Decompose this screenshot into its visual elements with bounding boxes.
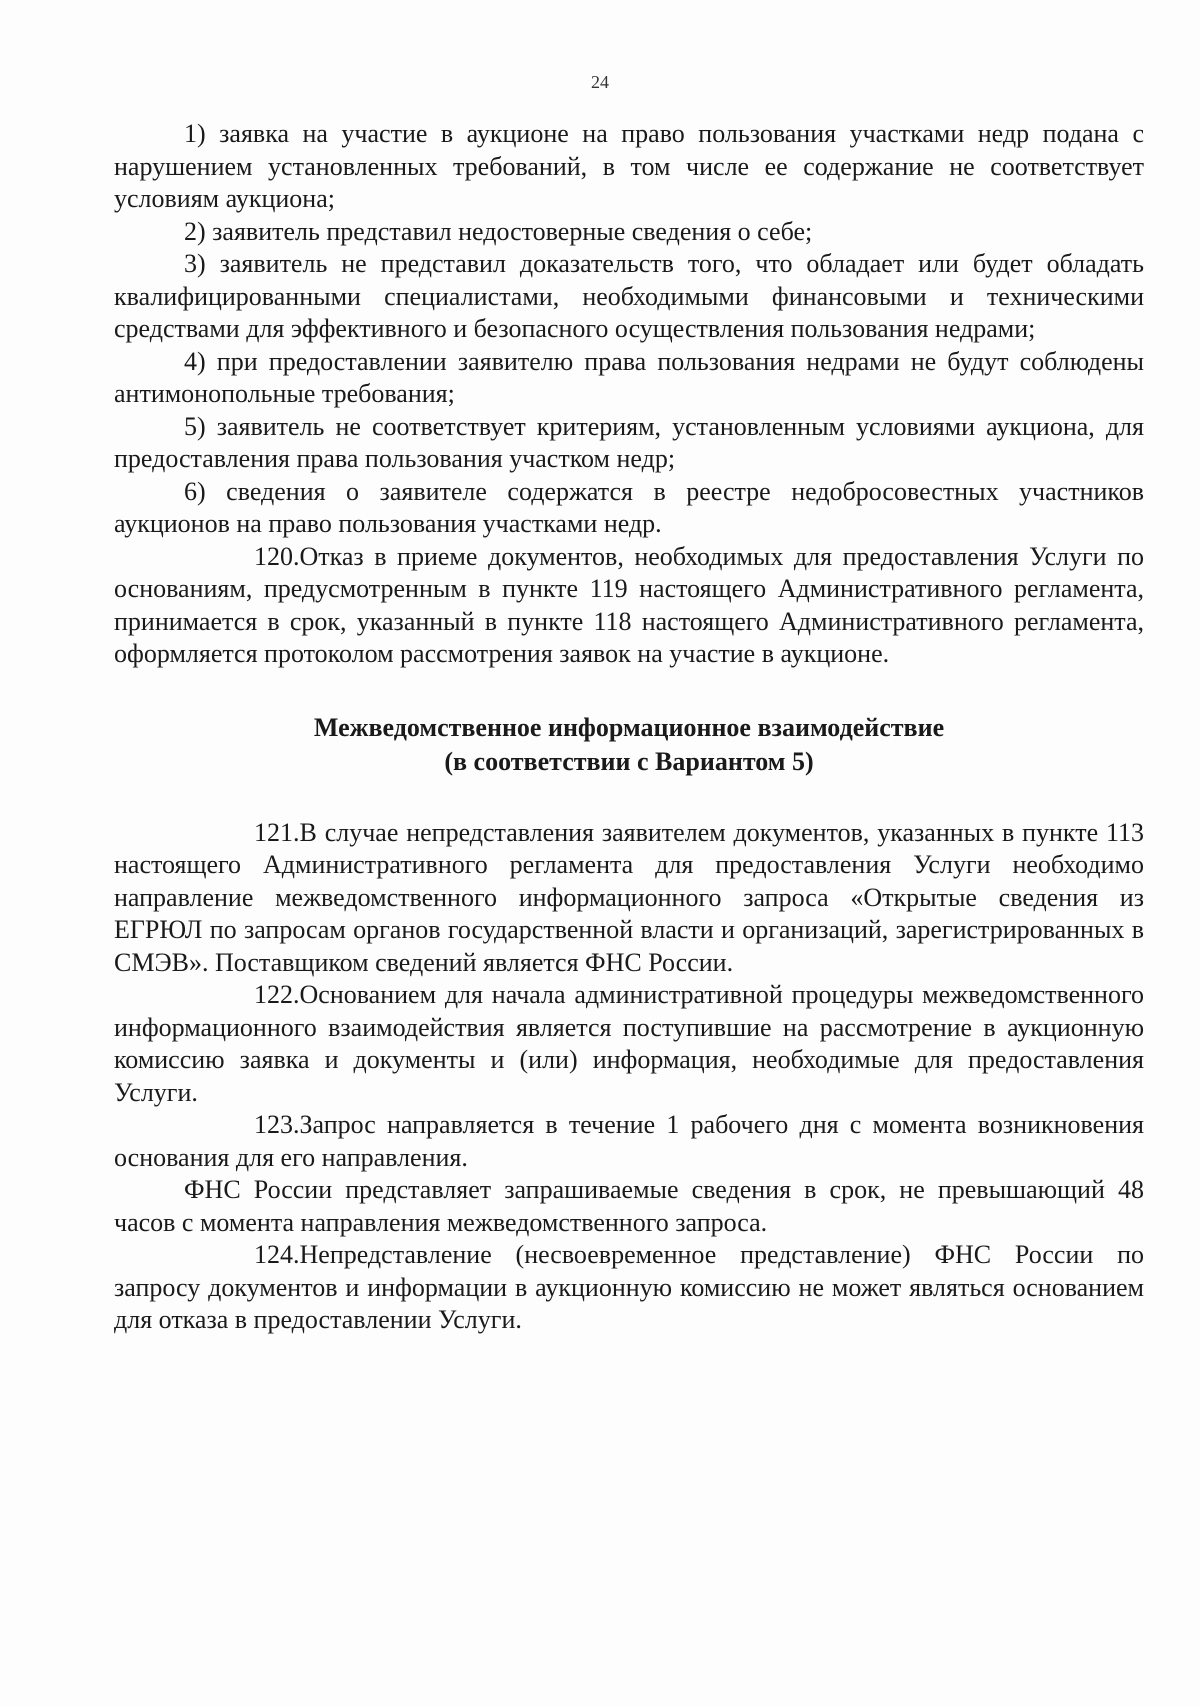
list-item-2: 2) заявитель представил недостоверные сведения о себе; (184, 216, 813, 246)
page-number: 24 (591, 72, 609, 92)
paragraph-124-text: Непредставление (несвоевременное представление) ФНС России по запросу документов и информации в аукционную комиссию не может являться основанием для отказа в предоставлении Услуги. (114, 1240, 1144, 1334)
paragraph-120 (114, 541, 1144, 671)
list-item-5: 5) заявитель не соответствует критериям, установленным условиями аукциона, для предоставления права пользования участком недр; (114, 411, 1144, 473)
paragraph-122 (114, 979, 1144, 1109)
paragraph-120-text: Отказ в приеме документов, необходимых для предоставления Услуги по основаниям, предусмотренным в пункте 119 настоящего Административного регламента, принимается в срок, указанный в пункте 118 настоящего Административного регламента, оформляется протоколом рассмотрения заявок на участие в аукционе. (114, 541, 1144, 668)
paragraph-124 (114, 1239, 1144, 1337)
section-heading-line-1: Межведомственное информационное взаимодействие (313, 712, 945, 742)
paragraph-123-number: 123. (254, 1110, 300, 1139)
list-item-1: 1) заявка на участие в аукционе на право пользования участками недр подана с нарушением установленных требований, в том числе ее содержание не соответствует условиям аукциона; (114, 119, 1144, 213)
document-body (114, 118, 1144, 1337)
paragraph-123 (114, 1109, 1144, 1174)
section-heading-line-2: (в соответствии с Вариантом 5) (444, 746, 814, 776)
paragraph-122-text: Основанием для начала административной процедуры межведомственного информационного взаимодействия является поступившие на рассмотрение в аукционную комиссию заявка и документы и (или) информация, необходимые для предоставления Услуги. (114, 980, 1144, 1107)
paragraph-123-continuation: ФНС России представляет запрашиваемые сведения в срок, не превышающий 48 часов с момента направления межведомственного запроса. (114, 1175, 1144, 1237)
paragraph-121-text: В случае непредставления заявителем документов, указанных в пункте 113 настоящего Административного регламента для предоставления Услуги необходимо направление межведомственного информационного запроса «Открытые сведения из ЕГРЮЛ по запросам органов государственной власти и организаций, зарегистрированных в СМЭВ». Поставщиком сведений является ФНС России. (114, 817, 1144, 977)
paragraph-123-text: Запрос направляется в течение 1 рабочего дня с момента возникновения основания для его направления. (114, 1110, 1144, 1172)
list-item-4: 4) при предоставлении заявителю права пользования недрами не будут соблюдены антимонопольные требования; (114, 346, 1144, 408)
section-heading (114, 711, 1144, 779)
paragraph-122-number: 122. (254, 980, 300, 1009)
paragraph-121-number: 121. (254, 817, 300, 847)
paragraph-121 (114, 817, 1144, 980)
list-item-3: 3) заявитель не представил доказательств того, что обладает или будет обладать квалифицированными специалистами, необходимыми финансовыми и техническими средствами для эффективного и безопасного осуществления пользования недрами; (114, 249, 1144, 343)
paragraph-120-number: 120. (254, 541, 300, 571)
paragraph-124-number: 124. (254, 1240, 300, 1269)
list-item-6: 6) сведения о заявителе содержатся в реестре недобросовестных участников аукционов на право пользования участками недр. (114, 476, 1144, 538)
